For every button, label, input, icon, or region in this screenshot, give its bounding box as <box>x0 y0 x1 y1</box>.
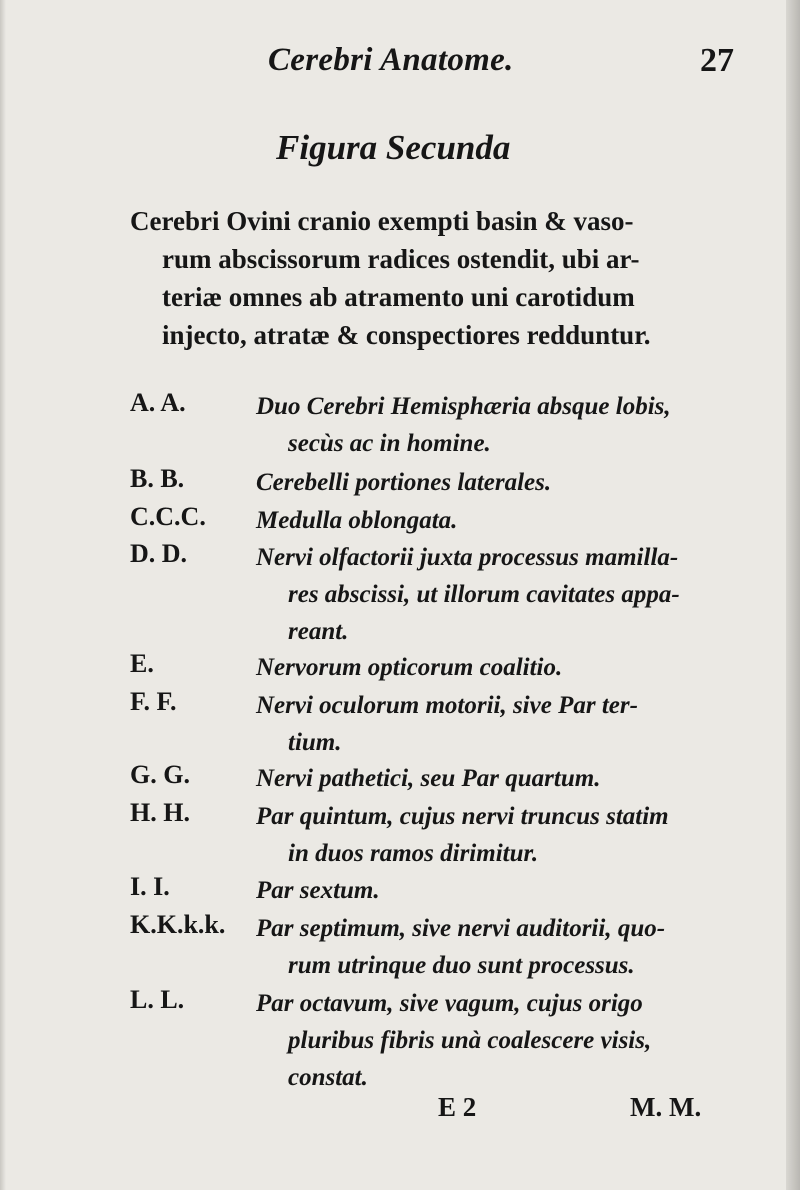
legend-key: B. B. <box>130 464 185 493</box>
legend-line: in duos ramos dirimitur. <box>288 840 539 867</box>
legend-description <box>256 649 726 686</box>
legend-line: reant. <box>288 618 349 645</box>
legend-key: L. L. <box>130 985 185 1014</box>
legend-line: rum utrinque duo sunt processus. <box>288 952 635 979</box>
legend-key: I. I. <box>130 872 170 901</box>
catchword: M. M. <box>630 1092 702 1122</box>
legend-line: Nervi oculorum motorii, sive Par ter- <box>256 692 638 719</box>
legend-key: D. D. <box>130 539 188 568</box>
figure-title: Figura Secunda <box>276 128 511 167</box>
legend-line: Par sextum. <box>256 877 380 904</box>
legend-description <box>256 502 726 539</box>
legend-description <box>256 539 726 650</box>
page-edge-shadow <box>786 0 800 1190</box>
legend-line: Duo Cerebri Hemisphæria absque lobis, <box>256 393 671 420</box>
legend-key: G. G. <box>130 760 190 789</box>
legend-key: H. H. <box>130 798 190 827</box>
legend-line: pluribus fibris unà coalescere visis, <box>288 1027 652 1054</box>
caption-line: rum abscissorum radices ostendit, ubi ar- <box>162 244 640 274</box>
caption-line: Cerebri Ovini cranio exempti basin & vaso- <box>130 206 634 236</box>
legend-line: Nervorum opticorum coalitio. <box>256 654 563 681</box>
caption-line: injecto, atratæ & conspectiores redduntur. <box>162 320 651 350</box>
legend-key: F. F. <box>130 687 177 716</box>
legend-line: constat. <box>288 1064 368 1091</box>
running-head: Cerebri Anatome. <box>268 42 514 78</box>
legend-description <box>256 687 726 761</box>
caption-line: teriæ omnes ab atramento uni carotidum <box>162 282 635 312</box>
page-number: 27 <box>700 42 734 79</box>
page-gutter-shadow <box>0 0 6 1190</box>
legend-line: Par octavum, sive vagum, cujus origo <box>256 990 643 1017</box>
legend-key: A. A. <box>130 388 186 417</box>
legend-description <box>256 985 726 1096</box>
legend-line: Par quintum, cujus nervi truncus statim <box>256 803 669 830</box>
legend-line: Medulla oblongata. <box>256 507 458 534</box>
legend-line: Par septimum, sive nervi auditorii, quo- <box>256 915 666 942</box>
legend-line: Nervi pathetici, seu Par quartum. <box>256 765 601 792</box>
figure-caption <box>130 202 710 354</box>
legend-line: Nervi olfactorii juxta processus mamilla- <box>256 544 679 571</box>
legend-key: E. <box>130 649 154 678</box>
legend-key: K.K.k.k. <box>130 910 226 939</box>
legend-key: C.C.C. <box>130 502 206 531</box>
signature-mark: E 2 <box>438 1092 477 1122</box>
legend-description <box>256 464 726 501</box>
legend-line: tium. <box>288 729 342 756</box>
legend-description <box>256 388 726 462</box>
legend-description <box>256 798 726 872</box>
legend-description <box>256 910 726 984</box>
legend-line: secùs ac in homine. <box>288 430 491 457</box>
legend-line: Cerebelli portiones laterales. <box>256 469 552 496</box>
legend-line: res abscissi, ut illorum cavitates appa- <box>288 581 680 608</box>
legend-description <box>256 872 726 909</box>
legend-description <box>256 760 726 797</box>
